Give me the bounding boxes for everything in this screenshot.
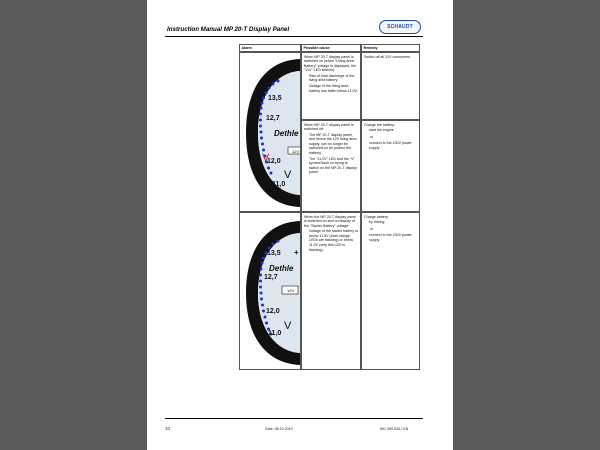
alarm-image-starter-battery [239,212,301,370]
cause-cell-starter [301,212,361,370]
column-header-alarm: Alarm [239,44,301,52]
cause-item: • The MP 20-T display panel, and hence the 12V living area supply, can no longer be switched on (to protect the battery). [309,133,358,156]
footer-rule [165,418,423,419]
remedy-title: Charge the battery: [364,122,395,127]
schaudt-logo: SCHAUDT [379,20,421,34]
remedy-list [364,128,417,133]
footer-doc-number: 601 399.03A / EN [380,427,409,431]
column-header-remedy: Remedy [361,44,420,52]
gauge-label-11-0: 11,0 [268,330,282,337]
remedy-title: Charge battery: [364,214,389,219]
gauge-label-12-0: 12,0 [267,158,281,165]
gauge-label-13-5: 13,5 [268,95,282,102]
cause-item: • Voltage of the living area battery has fallen below 11.0V. [309,84,358,93]
footer-date: Date: 08.10.2010 [265,427,293,431]
voltage-symbol-red: V [262,152,270,164]
cause-item: • Risk of total discharge of the living area battery. [309,74,358,83]
brand-text: Dethle [269,264,294,273]
remedy-list [364,141,417,150]
gauge-label-12-0: 12,0 [266,308,280,315]
remedy-item: • start the engine [369,128,417,133]
remedy-cell-living-off [361,120,420,212]
remedy-list [364,233,417,242]
chip-label: 12V [292,149,300,154]
cause-intro: When MP 20-T display panel is switched on (when "Living Area Battery" voltage is displayed, the "11V" LED flashes): [304,54,357,73]
voltage-symbol: V [284,320,292,332]
alarm-image-living-battery [239,52,301,212]
cause-list [304,133,358,175]
remedy-or: or [370,134,374,139]
remedy-text: Switch off all 12V consumers. [364,54,412,59]
remedy-item: • by driving [369,220,417,225]
cause-cell-living-off [301,120,361,212]
gauge-label-13-5: 13,5 [267,250,281,257]
gauge-label-11-0: 11,0 [272,181,286,188]
remedy-list [364,220,417,225]
plus-sign: + [294,248,299,257]
remedy-cell-living-on [361,52,420,120]
brand-text: Dethle [274,129,299,138]
display-panel-illustration-2 [240,213,301,370]
remedy-item: • connect to the 230V power supply [369,233,417,242]
voltage-symbol: V [284,169,292,181]
remedy-cell-starter [361,212,420,370]
remedy-item: • connect to the 230V power supply [369,141,417,150]
cause-cell-living-on [301,52,361,120]
cause-list [304,74,358,93]
cause-intro: When the MP 20-T display panel is switched on and on display of the "Starter Battery" voltage: [304,214,357,228]
cause-intro: When MP 20-T display panel is switched off: [304,122,354,132]
page-number: 10 [165,426,171,431]
gauge-label-12-7: 12,7 [264,274,278,281]
column-header-possible-cause: Possible cause [301,44,361,52]
cause-list [304,229,358,252]
remedy-or: or [370,226,374,231]
gauge-label-12-7: 12,7 [266,115,280,122]
page-header-title: Instruction Manual MP 20-T Display Panel [167,26,290,33]
header-rule [165,36,423,37]
chip-label: 12V [287,288,295,293]
display-panel-illustration-1 [240,53,301,212]
cause-item: • Voltage of the starter battery is below 11.5V (both orange LEDs are flashing) or below 11.0V (only this LED is flashing). [309,229,358,252]
cause-item: • The "11.0V" LED and the "V" symbol flash on trying to switch on the MP 20-T display panel. [309,157,358,175]
